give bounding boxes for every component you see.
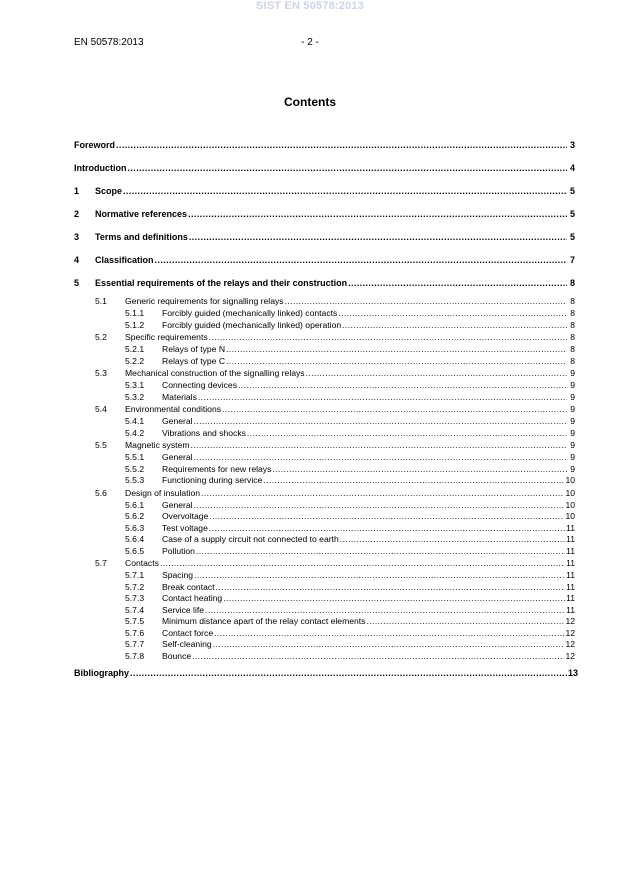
toc-entry[interactable] [74, 308, 575, 320]
toc-entry[interactable] [74, 295, 575, 308]
toc-entry-page: 4 [569, 163, 575, 173]
toc-leader-dots [263, 475, 564, 487]
toc-leader-dots [123, 180, 567, 203]
page-title: Contents [284, 95, 336, 109]
toc-entry[interactable] [74, 464, 575, 476]
toc-entry-page: 9 [570, 463, 575, 474]
toc-entry[interactable] [74, 616, 575, 628]
toc-entry-title: Case of a supply circuit not connected to earth [162, 534, 339, 544]
toc-entry-page: 9 [570, 440, 575, 450]
toc-entry-title: Requirements for new relays [162, 463, 272, 474]
toc-entry-number: 5.6 [95, 487, 107, 498]
toc-leader-dots [272, 464, 567, 476]
toc-entry-page: 11 [566, 534, 575, 544]
toc-entry-number: 5.1.2 [125, 319, 145, 330]
toc-entry-number: 5 [74, 278, 80, 288]
toc-leader-dots [116, 134, 567, 157]
toc-entry-page: 5 [569, 186, 575, 196]
toc-entry[interactable] [74, 249, 575, 272]
toc-entry[interactable] [74, 272, 575, 295]
toc-leader-dots [196, 546, 565, 558]
toc-entry-page: 11 [566, 545, 575, 556]
toc-entry-number: 5.5 [95, 440, 107, 450]
toc-leader-dots [190, 439, 567, 452]
toc-entry-title: Vibrations and shocks [162, 427, 246, 438]
toc-entry-title: Test voltage [162, 522, 208, 533]
toc-entry-page: 8 [570, 344, 575, 354]
toc-entry[interactable] [74, 593, 575, 605]
toc-entry-number: 5.6.5 [125, 545, 145, 556]
toc-entry-page: 11 [566, 558, 575, 568]
toc-entry-title: Terms and definitions [95, 232, 188, 242]
toc-leader-dots [194, 570, 565, 582]
toc-leader-dots [160, 557, 565, 570]
toc-entry-number: 5.3.1 [125, 380, 145, 390]
toc-entry-number: 5.6.2 [125, 511, 145, 521]
toc-entry[interactable] [74, 651, 575, 663]
toc-entry-title: Service life [162, 604, 205, 615]
toc-entry-page: 9 [570, 427, 575, 438]
toc-entry-title: Bibliography [74, 668, 130, 678]
toc-entry-number: 2 [74, 209, 80, 219]
watermark: SIST EN 50578:2013 [255, 0, 365, 12]
toc-entry-page: 8 [570, 296, 575, 306]
toc-leader-dots [189, 226, 567, 249]
toc-leader-dots [216, 582, 566, 594]
toc-entry-title: Bounce [162, 650, 192, 661]
toc-leader-dots [338, 308, 567, 320]
toc-leader-dots [209, 511, 564, 523]
toc-entry-page: 8 [570, 332, 575, 342]
toc-entry-number: 5.2 [95, 332, 107, 342]
toc-entry-page: 3 [569, 140, 575, 150]
toc-entry[interactable] [74, 403, 575, 416]
toc-entry[interactable] [74, 331, 575, 344]
toc-entry-number: 3 [74, 232, 80, 242]
toc-leader-dots [130, 662, 567, 685]
toc-leader-dots [214, 628, 564, 640]
toc-entry[interactable] [74, 134, 575, 157]
toc-entry-page: 11 [566, 604, 575, 615]
toc-entry[interactable] [74, 487, 575, 500]
toc-leader-dots [306, 367, 567, 380]
toc-entry-page: 8 [570, 319, 575, 330]
toc-entry-title: Design of insulation [125, 487, 201, 498]
toc-entry-number: 5.7.3 [125, 593, 145, 603]
toc-entry-title: Introduction [74, 163, 127, 173]
toc-entry-title: Functioning during service [162, 475, 263, 485]
toc-entry-page: 9 [570, 368, 575, 378]
toc-entry-title: Foreword [74, 140, 116, 150]
toc-leader-dots [128, 157, 568, 180]
toc-entry-title: General [162, 416, 193, 426]
toc-entry[interactable] [74, 416, 575, 428]
toc-entry[interactable] [74, 367, 575, 380]
toc-entry-title: Environmental conditions [125, 404, 222, 414]
page-number: - 2 - [301, 37, 319, 48]
toc-entry[interactable] [74, 226, 575, 249]
toc-leader-dots [198, 392, 567, 404]
toc-entry[interactable] [74, 203, 575, 226]
toc-entry-page: 10 [565, 511, 575, 521]
toc-entry[interactable] [74, 605, 575, 617]
toc-entry-number: 5.7.5 [125, 616, 145, 626]
toc-entry-title: General [162, 499, 193, 510]
toc-entry-title: Generic requirements for signalling relays [125, 296, 284, 306]
toc-entry-number: 5.7.2 [125, 581, 145, 592]
toc-leader-dots [192, 651, 564, 663]
toc-entry[interactable] [74, 639, 575, 651]
toc-leader-dots [223, 593, 565, 605]
toc-leader-dots [222, 403, 567, 416]
toc-entry-title: General [162, 452, 193, 462]
toc-entry-page: 8 [569, 278, 575, 288]
toc-entry-title: Minimum distance apart of the relay contact elements [162, 616, 366, 626]
toc-leader-dots [209, 331, 567, 344]
toc-entry-title: Forcibly guided (mechanically linked) contacts [162, 308, 338, 318]
toc-leader-dots [247, 428, 567, 440]
toc-entry[interactable] [74, 475, 575, 487]
toc-leader-dots [194, 416, 567, 428]
toc-leader-dots [226, 344, 567, 356]
toc-entry-page: 12 [565, 616, 575, 626]
toc-entry-page: 5 [569, 209, 575, 219]
toc-entry-page: 10 [565, 499, 575, 510]
toc-entry-number: 5.7.8 [125, 650, 145, 661]
toc-entry-page: 10 [565, 475, 575, 485]
toc-entry[interactable] [74, 534, 575, 546]
toc-entry-number: 5.6.1 [125, 499, 145, 510]
toc-entry-number: 5.4.2 [125, 427, 145, 438]
toc-entry-number: 5.1.1 [125, 308, 145, 318]
toc-entry-number: 5.3 [95, 368, 107, 378]
toc-entry-title: Overvoltage [162, 511, 209, 521]
toc-entry-title: Contact force [162, 627, 214, 638]
toc-entry-title: Classification [95, 255, 154, 265]
toc-entry-page: 13 [568, 668, 579, 678]
toc-entry-title: Mechanical construction of the signalling relays [125, 368, 305, 378]
toc-entry-page: 12 [565, 639, 575, 649]
toc-entry-title: Break contact [162, 581, 215, 592]
toc-entry[interactable] [74, 511, 575, 523]
toc-entry[interactable] [74, 356, 575, 368]
toc-entry-page: 8 [570, 355, 575, 366]
toc-entry-number: 5.7.1 [125, 570, 145, 580]
toc-entry[interactable] [74, 380, 575, 392]
toc-entry-number: 5.1 [95, 296, 107, 306]
toc-entry[interactable] [74, 439, 575, 452]
toc-leader-dots [213, 639, 565, 651]
toc-entry-number: 5.7.7 [125, 639, 145, 649]
toc-entry[interactable] [74, 344, 575, 356]
toc-entry[interactable] [74, 320, 575, 332]
toc-entry-title: Essential requirements of the relays and their construction [95, 278, 348, 288]
toc-entry[interactable] [74, 500, 575, 512]
toc-entry[interactable] [74, 452, 575, 464]
toc-entry-number: 5.2.1 [125, 344, 145, 354]
toc-leader-dots [238, 380, 567, 392]
toc-entry-number: 5.7.6 [125, 627, 145, 638]
toc-entry-title: Normative references [95, 209, 188, 219]
toc-leader-dots [205, 605, 565, 617]
toc-entry-title: Relays of type C [162, 355, 226, 366]
toc-entry-number: 5.5.3 [125, 475, 145, 485]
toc-entry-page: 9 [570, 416, 575, 426]
toc-entry-title: Materials [162, 391, 197, 402]
toc-entry-page: 11 [566, 570, 575, 580]
toc-entry[interactable] [74, 662, 579, 685]
toc-entry-number: 5.7 [95, 558, 107, 568]
toc-entry-title: Self-cleaning [162, 639, 212, 649]
toc-leader-dots [188, 203, 567, 226]
toc-entry-page: 9 [570, 452, 575, 462]
toc-entry-page: 12 [565, 650, 575, 661]
toc-entry-page: 7 [569, 255, 575, 265]
toc-entry-number: 5.5.2 [125, 463, 145, 474]
toc-entry[interactable] [74, 392, 575, 404]
toc-leader-dots [366, 616, 564, 628]
toc-entry-number: 5.6.4 [125, 534, 145, 544]
toc-entry[interactable] [74, 546, 575, 558]
toc-entry-title: Specific requirements [125, 332, 208, 342]
toc-entry-number: 4 [74, 255, 80, 265]
toc-entry[interactable] [74, 180, 575, 203]
toc-leader-dots [342, 320, 567, 332]
toc-entry-number: 5.7.4 [125, 604, 145, 615]
toc-entry[interactable] [74, 523, 575, 535]
toc-entry[interactable] [74, 557, 575, 570]
toc-entry-number: 5.4.1 [125, 416, 145, 426]
toc-leader-dots [155, 249, 567, 272]
toc-leader-dots [348, 272, 567, 295]
toc-entry-page: 5 [569, 232, 575, 242]
toc-leader-dots [285, 295, 567, 308]
toc-entry-title: Scope [95, 186, 123, 196]
toc-entry-title: Forcibly guided (mechanically linked) operation [162, 319, 342, 330]
toc-entry-number: 1 [74, 186, 80, 196]
toc-entry-number: 5.6.3 [125, 522, 145, 533]
toc-leader-dots [340, 534, 565, 546]
toc-entry-page: 9 [570, 404, 575, 414]
toc-entry-number: 5.2.2 [125, 355, 145, 366]
toc-entry-page: 11 [566, 522, 575, 533]
toc-entry-title: Connecting devices [162, 380, 238, 390]
toc-leader-dots [209, 523, 565, 535]
toc-leader-dots [201, 487, 564, 500]
toc-entry-title: Contact heating [162, 593, 223, 603]
toc-entry[interactable] [74, 428, 575, 440]
toc-leader-dots [194, 452, 567, 464]
document-id: EN 50578:2013 [74, 37, 144, 48]
toc-entry-page: 12 [565, 627, 575, 638]
toc-entry-page: 8 [570, 308, 575, 318]
toc-entry-number: 5.3.2 [125, 391, 145, 402]
table-of-contents [74, 134, 579, 685]
toc-entry-title: Magnetic system [125, 440, 190, 450]
toc-entry-title: Spacing [162, 570, 194, 580]
toc-entry-title: Relays of type N [162, 344, 226, 354]
toc-leader-dots [226, 356, 567, 368]
toc-entry[interactable] [74, 157, 575, 180]
toc-entry[interactable] [74, 582, 575, 594]
toc-entry-page: 9 [570, 380, 575, 390]
toc-entry-title: Contacts [125, 558, 159, 568]
toc-leader-dots [194, 500, 565, 512]
toc-entry-number: 5.4 [95, 404, 107, 414]
toc-entry-page: 10 [565, 487, 575, 498]
toc-entry[interactable] [74, 570, 575, 582]
toc-entry-page: 11 [566, 581, 575, 592]
toc-entry-number: 5.5.1 [125, 452, 145, 462]
toc-entry-title: Pollution [162, 545, 195, 556]
toc-entry-page: 9 [570, 391, 575, 402]
toc-entry-page: 11 [566, 593, 575, 603]
toc-entry[interactable] [74, 628, 575, 640]
